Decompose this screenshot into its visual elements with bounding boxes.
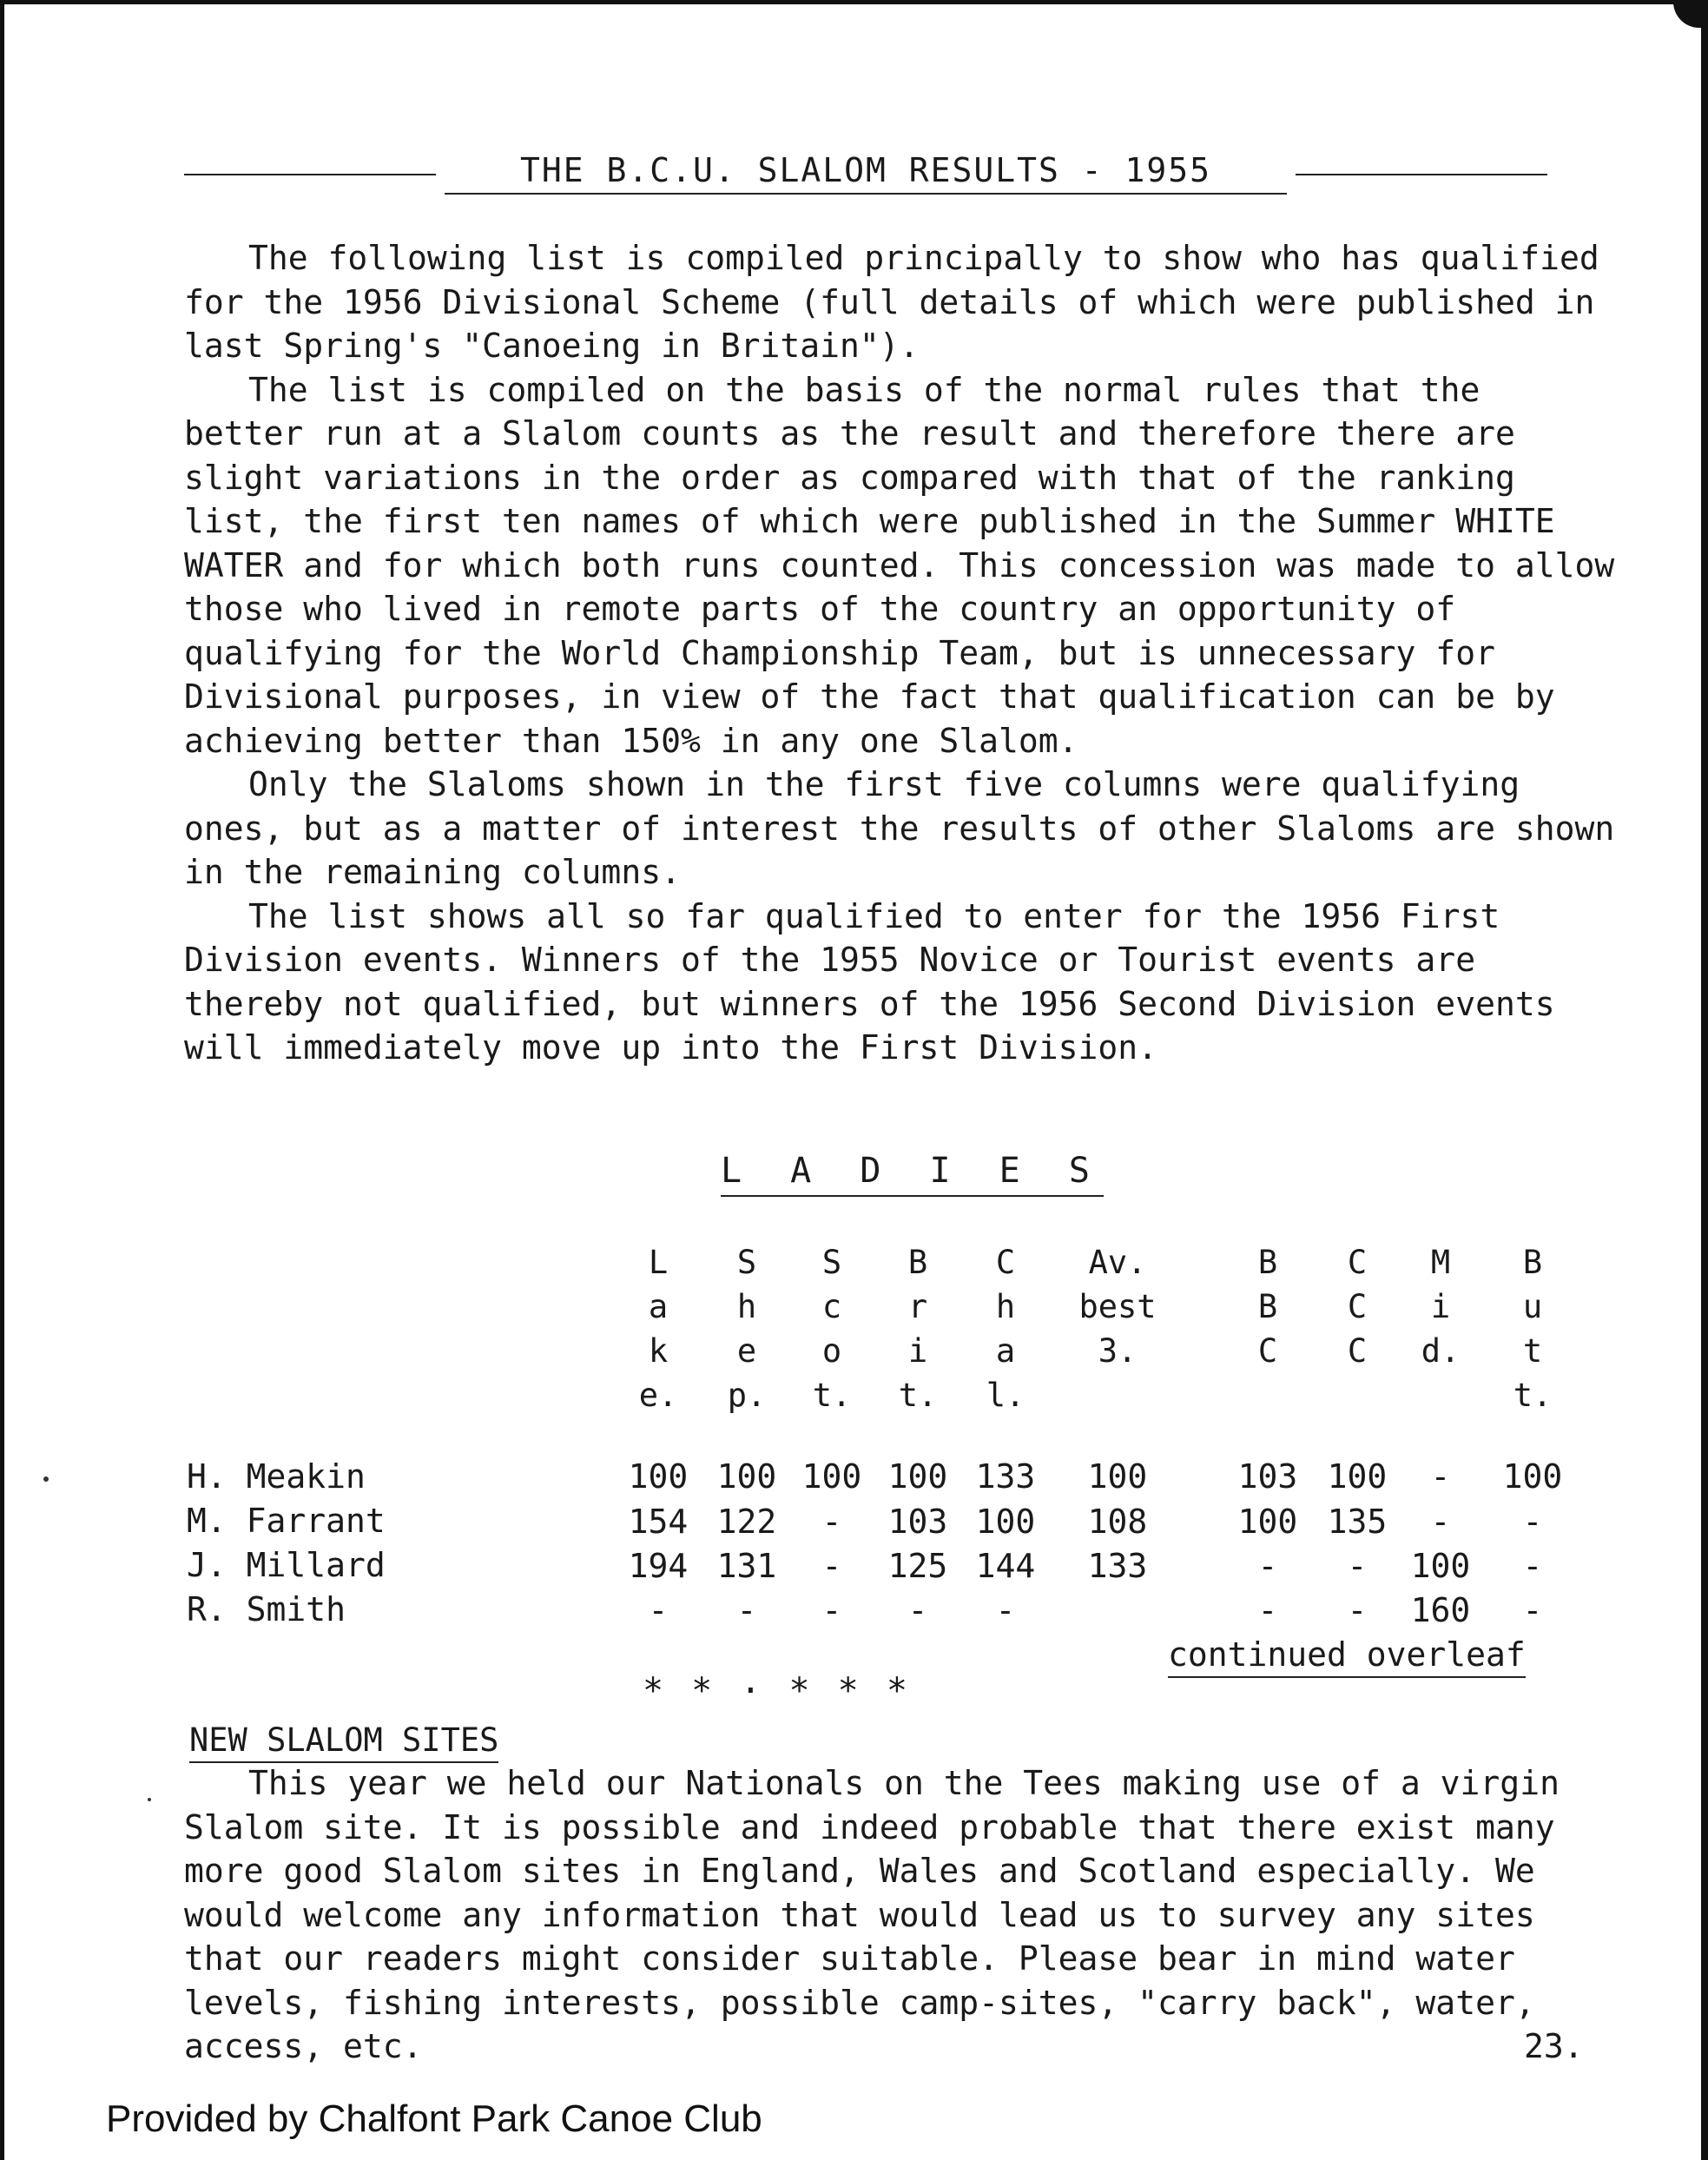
table-cell: - xyxy=(1347,1547,1368,1585)
column-header-char: l. xyxy=(986,1377,1025,1414)
column-header-char xyxy=(1070,1373,1165,1417)
column-header xyxy=(1220,1240,1316,1417)
table-cell: 100 xyxy=(1237,1503,1298,1541)
new-sites-body xyxy=(184,1761,1617,2069)
column-header xyxy=(1485,1240,1580,1417)
column-header-char: r xyxy=(907,1288,928,1325)
title-row xyxy=(184,148,1547,196)
column-header-char: p. xyxy=(727,1377,767,1414)
table-cell: - xyxy=(995,1591,1016,1629)
column-header-char: d. xyxy=(1421,1332,1461,1370)
table-cell: - xyxy=(736,1591,757,1629)
table-cell: 103 xyxy=(1237,1457,1298,1496)
table-cell: 100 xyxy=(1410,1547,1471,1585)
column-header-char: 3. xyxy=(1098,1332,1138,1370)
table-cell: - xyxy=(821,1503,842,1541)
table-cell: 100 xyxy=(628,1457,689,1496)
column-header-char: a xyxy=(995,1332,1016,1370)
table-cell: - xyxy=(1257,1547,1278,1585)
column-header-char: k xyxy=(648,1332,669,1370)
intro-paragraph: The list is compiled on the basis of the normal rules that the better run at a Slalom counts as the result and therefore there are slight variations in the order as compared with that of the ranking list, the first ten names of which were published in the Summer WHITE WATER and for which both runs counted. This concession was made to allow those who lived in remote parts of the country an opportunity of qualifying for the World Championship Team, but is unnecessary for Divisional purposes, in view of the fact that qualification can be by achieving better than 150% in any one Slalom. xyxy=(184,370,1615,760)
column-header-char: o xyxy=(821,1332,842,1370)
new-sites-paragraph: This year we held our Nationals on the Tees making use of a virgin Slalom site. It is possible and indeed probable that there exist many more good Slalom sites in England, Wales and Scotland especially. We would welcome any information that would lead us to survey any sites that our readers might consider suitable. Please bear in mind water levels, fishing interests, possible camp-sites, "carry back", water, access, etc. xyxy=(184,1764,1560,2065)
column-header-char: e xyxy=(736,1332,757,1370)
table-cell: - xyxy=(1522,1591,1543,1629)
table-cell: - xyxy=(821,1547,842,1585)
column-header-char xyxy=(1309,1373,1405,1417)
table-cell: - xyxy=(1430,1503,1451,1541)
table-cell: - xyxy=(648,1591,669,1629)
table-row-name: M. Farrant xyxy=(187,1502,386,1540)
page-number: 23. xyxy=(1524,2027,1584,2065)
table-cell: 100 xyxy=(801,1457,862,1496)
column-header-char: L xyxy=(648,1244,669,1281)
page-border-top xyxy=(0,0,1708,4)
table-cell: 135 xyxy=(1327,1503,1388,1541)
table-cell: 100 xyxy=(1327,1457,1388,1496)
separator-stars: * * · * * * xyxy=(643,1671,911,1711)
column-header-char: M xyxy=(1430,1244,1451,1281)
table-cell: 100 xyxy=(1502,1457,1563,1496)
column-header-char: u xyxy=(1522,1288,1543,1325)
table-cell: 125 xyxy=(887,1547,948,1585)
table-cell: 100 xyxy=(1087,1457,1148,1496)
new-sites-heading: NEW SLALOM SITES xyxy=(189,1720,498,1763)
margin-mark xyxy=(148,1798,151,1801)
page-border-right xyxy=(1701,0,1708,2160)
table-cell: 133 xyxy=(975,1457,1036,1496)
table-cell: 194 xyxy=(628,1547,689,1585)
column-header xyxy=(870,1240,966,1417)
intro-paragraph: The following list is compiled principally to show who has qualified for the 1956 Divisional Scheme (full details of which were published in last Spring's "Canoeing in Britain"). xyxy=(184,239,1599,365)
column-header-char: C xyxy=(1257,1332,1278,1370)
column-header xyxy=(958,1240,1053,1417)
column-header-char: t. xyxy=(1513,1377,1553,1414)
table-cell: 103 xyxy=(887,1503,948,1541)
column-header-char: e. xyxy=(638,1377,678,1414)
table-cell: 144 xyxy=(975,1547,1036,1585)
column-header-char: c xyxy=(821,1288,842,1325)
column-header-char: i xyxy=(907,1332,928,1370)
table-cell: 133 xyxy=(1087,1547,1148,1585)
column-header-char: i xyxy=(1430,1288,1451,1325)
column-header-char: a xyxy=(648,1288,669,1325)
table-cell: - xyxy=(1347,1591,1368,1629)
column-header-char: C xyxy=(1347,1288,1368,1325)
column-header-char: C xyxy=(1347,1244,1368,1281)
table-cell: 100 xyxy=(716,1457,777,1496)
table-cell: - xyxy=(1430,1457,1451,1496)
table-cell: - xyxy=(821,1591,842,1629)
table-names xyxy=(187,1455,386,1632)
table-cell: 131 xyxy=(716,1547,777,1585)
page-border-left xyxy=(0,0,4,2160)
title-rule-right xyxy=(1296,174,1547,175)
column-header-char: S xyxy=(821,1244,842,1281)
table-cell: 100 xyxy=(975,1503,1036,1541)
table-cell: - xyxy=(1257,1591,1278,1629)
column-header xyxy=(1309,1240,1405,1417)
intro-paragraph: Only the Slaloms shown in the first five columns were qualifying ones, but as a matter of interest the results of other Slaloms are shown in the remaining columns. xyxy=(184,765,1615,891)
intro-text xyxy=(184,236,1617,1070)
column-header-char: C xyxy=(1347,1332,1368,1370)
column-header-char: B xyxy=(1257,1244,1278,1281)
column-header-char: B xyxy=(1522,1244,1543,1281)
column-header-char: Av. xyxy=(1088,1244,1147,1281)
table-cell: - xyxy=(907,1591,928,1629)
column-header-char: S xyxy=(736,1244,757,1281)
column-header xyxy=(610,1240,706,1417)
intro-paragraph: The list shows all so far qualified to enter for the 1956 First Division events. Winners of the 1955 Novice or Tourist events are thereby not qualified, but winners of the 1956 Second Division events will immediately move up into the First Division. xyxy=(184,896,1555,1067)
table-row-name: R. Smith xyxy=(187,1590,346,1628)
column-header-char: t xyxy=(1522,1332,1543,1370)
column-header-char: C xyxy=(995,1244,1016,1281)
column-header xyxy=(1070,1240,1165,1417)
ladies-heading: L A D I E S xyxy=(721,1148,1104,1197)
table-row-name: J. Millard xyxy=(187,1546,386,1584)
column-header xyxy=(699,1240,795,1417)
table-cell: 122 xyxy=(716,1503,777,1541)
column-header-char: h xyxy=(736,1288,757,1325)
page-corner-mark xyxy=(1673,0,1708,28)
column-header-char: B xyxy=(907,1244,928,1281)
column-header xyxy=(784,1240,880,1417)
table-cell: 108 xyxy=(1087,1503,1148,1541)
column-header-char: h xyxy=(995,1288,1016,1325)
column-header-char: t. xyxy=(812,1377,852,1414)
column-header-char: best xyxy=(1078,1288,1157,1325)
footer-credit: Provided by Chalfont Park Canoe Club xyxy=(106,2097,762,2140)
table-cell: 100 xyxy=(887,1457,948,1496)
title-rule-left xyxy=(184,174,436,175)
table-cell: 160 xyxy=(1410,1591,1471,1629)
page-title: THE B.C.U. SLALOM RESULTS - 1955 xyxy=(445,148,1287,195)
margin-mark xyxy=(43,1476,49,1482)
column-header-char xyxy=(1220,1373,1316,1417)
table-cell: - xyxy=(1522,1547,1543,1585)
table-cell: - xyxy=(1522,1503,1543,1541)
column-header xyxy=(1393,1240,1488,1417)
column-header-char: B xyxy=(1257,1288,1278,1325)
table-row-name: H. Meakin xyxy=(187,1457,366,1496)
column-header-char: t. xyxy=(898,1377,938,1414)
continued-note: continued overleaf xyxy=(1168,1633,1526,1678)
column-header-char xyxy=(1393,1373,1488,1417)
table-cell: 154 xyxy=(628,1503,689,1541)
